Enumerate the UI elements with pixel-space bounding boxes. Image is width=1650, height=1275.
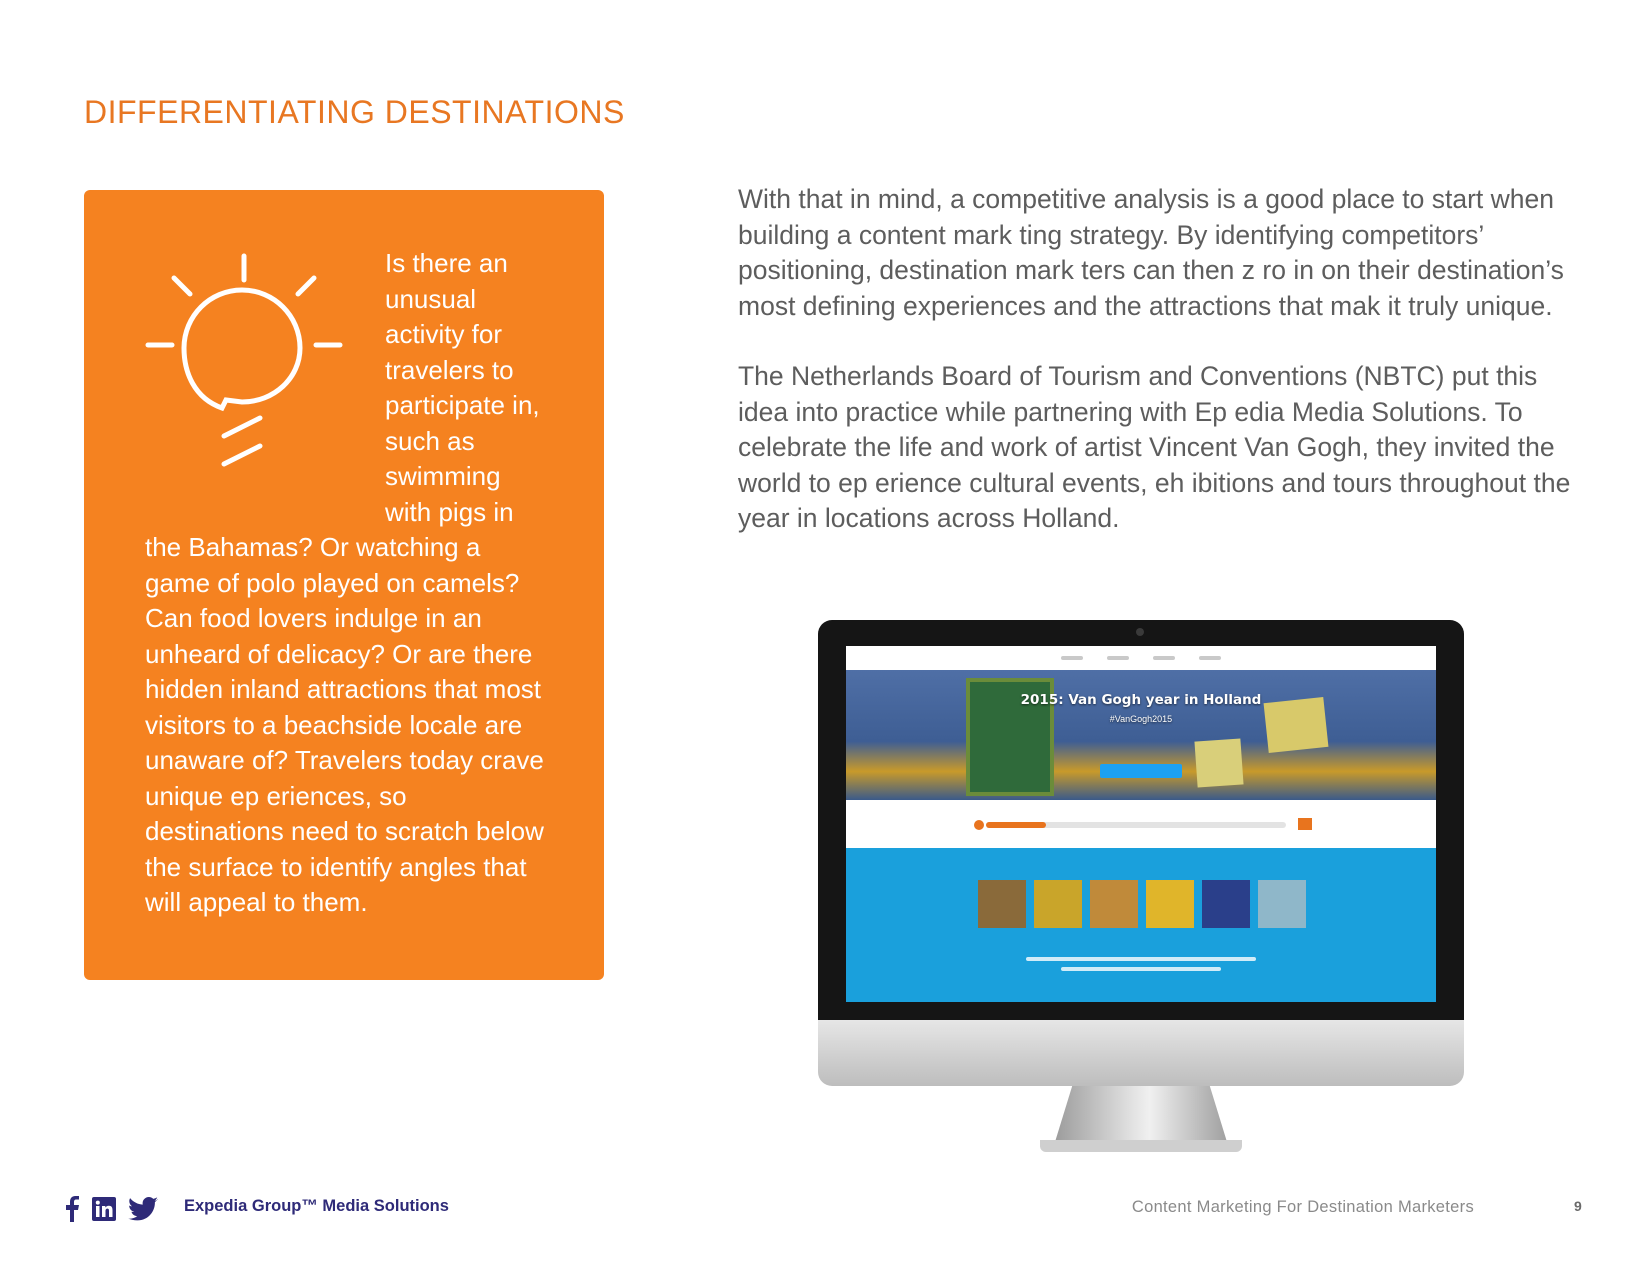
callout-box — [84, 190, 604, 980]
body-paragraph-2: The Netherlands Board of Tourism and Conventions (NBTC) put this idea into practice while partnering with Ep edia Media Solutions. To celebrate the life and work of artist Vincent Van Gogh, they invited the world to ep erience cultural events, eh ibitions and tours throughout the year in locations across Holland. — [738, 361, 1571, 533]
painting-thumbnail[interactable] — [978, 880, 1026, 928]
body-text — [738, 182, 1578, 572]
painting-thumbnail[interactable] — [1202, 880, 1250, 928]
twitter-icon[interactable] — [128, 1197, 158, 1226]
linkedin-icon[interactable] — [92, 1197, 116, 1226]
social-links — [64, 1196, 158, 1227]
monitor-stand — [1055, 1086, 1227, 1142]
twitter-share-button — [1100, 764, 1182, 778]
page-title: DIFFERENTIATING DESTINATIONS — [84, 94, 625, 130]
website-screenshot — [846, 646, 1436, 1002]
brand-name: Expedia Group™ Media Solutions — [184, 1197, 449, 1215]
painting-frame — [1194, 738, 1243, 787]
painting-thumbnail[interactable] — [1146, 880, 1194, 928]
monitor-bezel — [818, 620, 1464, 1020]
painting-thumbnail[interactable] — [1034, 880, 1082, 928]
hero-title: 2015: Van Gogh year in Holland — [1020, 692, 1262, 708]
painting-thumbnails — [978, 880, 1306, 928]
site-nav — [846, 646, 1436, 670]
hero-banner — [846, 670, 1436, 800]
painting-thumbnail[interactable] — [1258, 880, 1306, 928]
nav-item — [1061, 656, 1083, 660]
paintings-band — [846, 848, 1436, 1002]
hero-hashtag: #VanGogh2015 — [1109, 714, 1173, 724]
monitor-chin — [818, 1020, 1464, 1086]
callout-text: Is there an unusual activity for travelers to participate in, such as swimming with pigs in the Bahamas? Or watching a game of polo played on camels? Can food lovers indulge in an unheard of delicacy? Or are there hidden inland attractions that most visitors to a beachside locale are unaware of? Travelers today crave unique ep eriences, so destinations need to scratch below the surface to identify angles that will appeal to them. — [145, 248, 544, 917]
body-paragraph-1: With that in mind, a competitive analysis is a good place to start when building a content mark ting strategy. By identifying competitors’ positioning, destination mark ters can then z ro in on their destination’s most defining experiences and the attractions that mak it truly unique. — [738, 184, 1564, 321]
progress-track — [986, 822, 1286, 828]
facebook-icon[interactable] — [64, 1196, 80, 1227]
progress-row — [846, 800, 1436, 848]
nav-item — [1153, 656, 1175, 660]
page-number: 9 — [1574, 1198, 1582, 1214]
progress-fill — [986, 822, 1046, 828]
painting-thumbnail[interactable] — [1090, 880, 1138, 928]
nav-item — [1199, 656, 1221, 660]
nav-item — [1107, 656, 1129, 660]
monitor-image — [818, 620, 1464, 1160]
monitor-stand-base — [1040, 1140, 1242, 1152]
document-title: Content Marketing For Destination Marketers — [1131, 1198, 1474, 1216]
easel-icon — [1298, 818, 1312, 830]
camera-dot — [1136, 628, 1144, 636]
palette-icon — [974, 820, 984, 830]
band-caption — [846, 956, 1436, 973]
